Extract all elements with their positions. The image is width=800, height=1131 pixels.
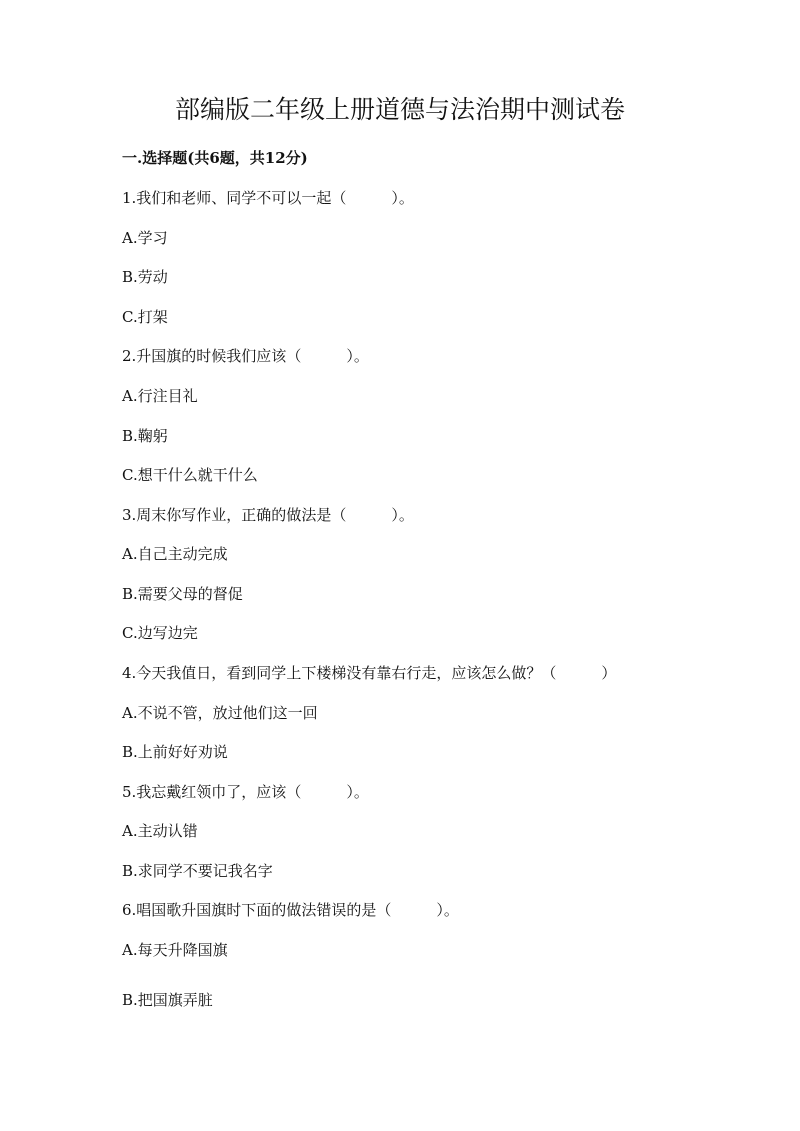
question-2-stem: 2.升国旗的时候我们应该（ ）。 xyxy=(122,347,369,365)
question-1-option-a: A.学习 xyxy=(122,229,168,247)
question-6-stem: 6.唱国歌升国旗时下面的做法错误的是（ ）。 xyxy=(122,901,459,919)
question-1-option-c: C.打架 xyxy=(122,308,168,326)
section-heading: 一.选择题(共6题，共12分) xyxy=(122,149,308,167)
question-2-option-b: B.鞠躬 xyxy=(122,427,168,445)
question-2-option-c: C.想干什么就干什么 xyxy=(122,466,258,484)
question-5-option-a: A.主动认错 xyxy=(122,822,198,840)
question-4-stem: 4.今天我值日，看到同学上下楼梯没有靠右行走，应该怎么做？（ ） xyxy=(122,664,617,682)
question-5-option-b: B.求同学不要记我名字 xyxy=(122,862,273,880)
exam-title: 部编版二年级上册道德与法治期中测试卷 xyxy=(174,95,625,124)
question-4-option-b: B.上前好好劝说 xyxy=(122,743,228,761)
question-6-option-b: B.把国旗弄脏 xyxy=(122,991,213,1009)
question-3-stem: 3.周末你写作业，正确的做法是（ ）。 xyxy=(122,506,414,524)
question-3-option-b: B.需要父母的督促 xyxy=(122,585,243,603)
question-6-option-a: A.每天升降国旗 xyxy=(122,941,228,959)
question-1-stem: 1.我们和老师、同学不可以一起（ ）。 xyxy=(122,189,414,207)
question-3-option-a: A.自己主动完成 xyxy=(122,545,228,563)
question-4-option-a: A.不说不管，放过他们这一回 xyxy=(122,704,318,722)
question-3-option-c: C.边写边完 xyxy=(122,624,198,642)
question-5-stem: 5.我忘戴红领巾了，应该（ ）。 xyxy=(122,783,369,801)
question-1-option-b: B.劳动 xyxy=(122,268,168,286)
question-2-option-a: A.行注目礼 xyxy=(122,387,198,405)
